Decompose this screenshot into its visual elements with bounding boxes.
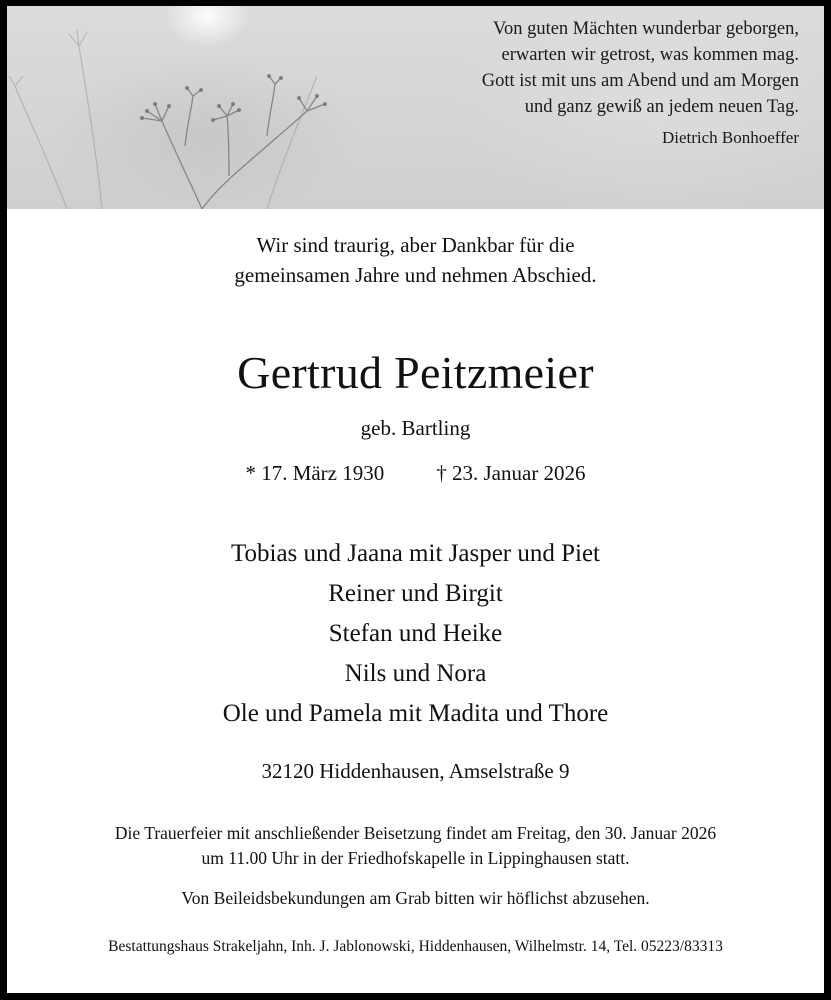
obituary-notice	[7, 6, 824, 993]
mourner-entry: Tobias und Jaana mit Jasper und Piet	[230, 540, 601, 567]
quote-author: Dietrich Bonhoeffer	[661, 128, 799, 147]
mourners-list	[7, 534, 824, 734]
bonhoeffer-quote	[482, 16, 799, 151]
quote-line: Gott ist mit uns am Abend und am Morgen	[481, 71, 799, 91]
mourner-entry: Reiner und Birgit	[328, 580, 503, 607]
death-date: † 23. Januar 2026	[436, 461, 586, 485]
intro-line: gemeinsamen Jahre und nehmen Abschied.	[234, 263, 597, 287]
service-line: um 11.00 Uhr in der Friedhofskapelle in Lippinghausen statt.	[201, 848, 630, 868]
undertaker-info: Bestattungshaus Strakeljahn, Inh. J. Jablonowski, Hiddenhausen, Wilhelmstr. 14, Tel. 05223/83313	[108, 938, 723, 955]
maiden-name: geb. Bartling	[360, 416, 471, 440]
intro-line: Wir sind traurig, aber Dankbar für die	[256, 233, 575, 257]
life-dates	[7, 458, 824, 488]
birth-date: * 17. März 1930	[245, 461, 385, 485]
family-address: 32120 Hiddenhausen, Amselstraße 9	[261, 759, 570, 783]
mourner-entry: Stefan und Heike	[328, 620, 503, 647]
quote-line: Von guten Mächten wunderbar geborgen,	[492, 19, 799, 39]
condolence-note: Von Beileidsbekundungen am Grab bitten wir höflichst abzusehen.	[181, 888, 650, 908]
mourner-entry: Nils und Nora	[344, 660, 487, 687]
service-line: Die Trauerfeier mit anschließender Beisetzung findet am Freitag, den 30. Januar 2026	[114, 823, 717, 843]
mourner-entry: Ole und Pamela mit Madita und Thore	[222, 700, 609, 727]
quote-line: und ganz gewiß an jedem neuen Tag.	[524, 97, 799, 117]
header-photo	[7, 6, 824, 209]
quote-line: erwarten wir getrost, was kommen mag.	[501, 45, 799, 65]
service-details	[7, 821, 824, 871]
intro-text	[7, 230, 824, 290]
deceased-name: Gertrud Peitzmeier	[237, 347, 594, 398]
